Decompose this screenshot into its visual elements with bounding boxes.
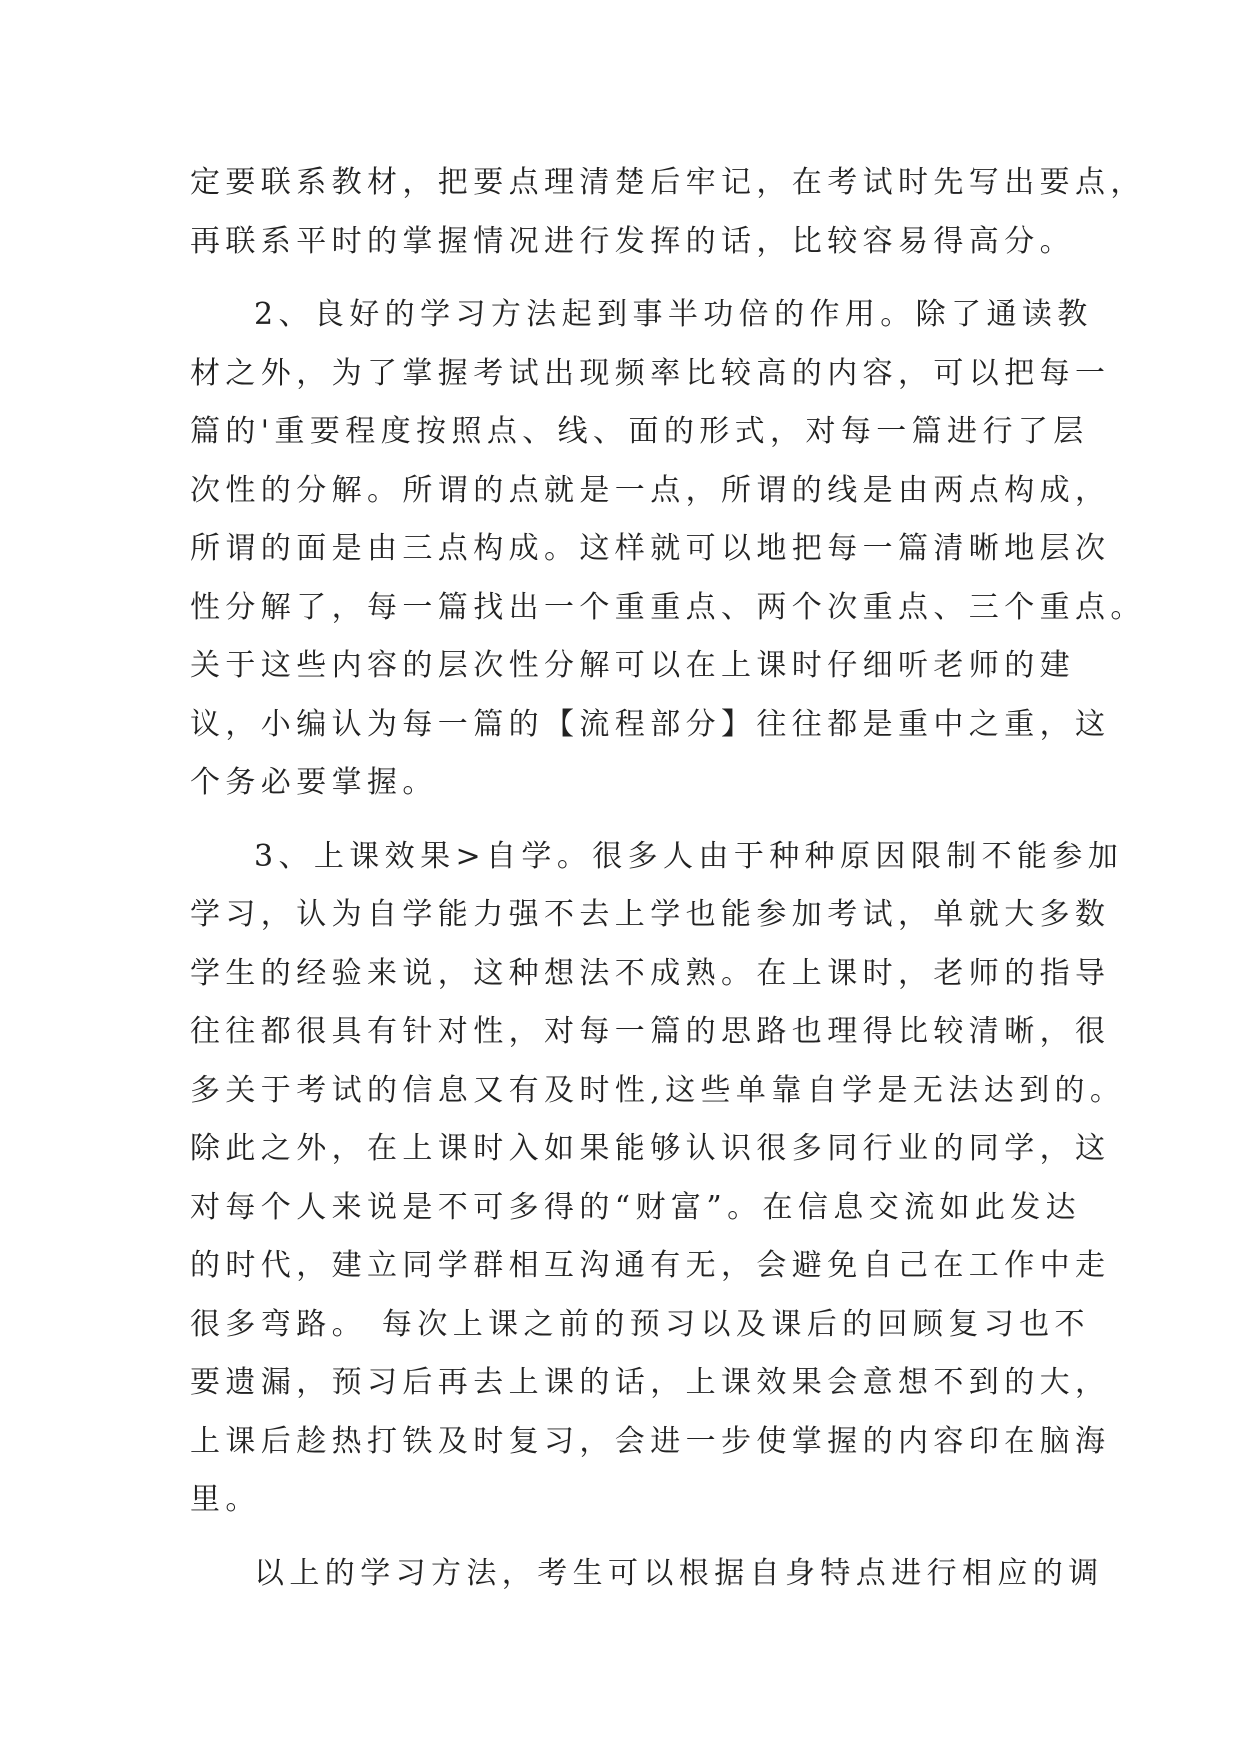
text-line: 对每个人来说是不可多得的“财富”。在信息交流如此发达 [190, 1189, 1082, 1225]
text-line: 很多弯路。 每次上课之前的预习以及课后的回顾复习也不 [190, 1306, 1090, 1342]
text-line: 里。 [190, 1482, 261, 1517]
text-line: 议，小编认为每一篇的【流程部分】往往都是重中之重，这 [190, 706, 1111, 742]
text-line: 定要联系教材，把要点理清楚后牢记，在考试时先写出要点， [190, 165, 1146, 200]
paragraph-start-line: 以上的学习方法，考生可以根据自身特点进行相应的调 [254, 1555, 1104, 1591]
text-line: 上课后趁热打铁及时复习，会进一步使掌握的内容印在脑海 [190, 1423, 1111, 1459]
document-body [190, 154, 1146, 1603]
text-line: 篇的'重要程度按照点、线、面的形式，对每一篇进行了层 [190, 414, 1089, 449]
text-line: 多关于考试的信息又有及时性,这些单靠自学是无法达到的。 [190, 1072, 1126, 1108]
text-line: 次性的分解。所谓的点就是一点，所谓的线是由两点构成， [190, 472, 1111, 508]
text-line: 所谓的面是由三点构成。这样就可以地把每一篇清晰地层次 [190, 531, 1111, 566]
text-line: 个务必要掌握。 [190, 765, 438, 800]
text-line: 往往都很具有针对性，对每一篇的思路也理得比较清晰，很 [190, 1014, 1111, 1049]
paragraph-start-line: 3、上课效果>自学。很多人由于种种原因限制不能参加 [254, 838, 1124, 874]
text-line: 学生的经验来说，这种想法不成熟。在上课时，老师的指导 [190, 955, 1111, 991]
text-line: 性分解了，每一篇找出一个重重点、两个次重点、三个重点。 [190, 589, 1146, 625]
text-line: 除此之外，在上课时入如果能够认识很多同行业的同学，这 [190, 1131, 1111, 1166]
paragraph-gap [190, 271, 1050, 286]
text-line: 关于这些内容的层次性分解可以在上课时仔细听老师的建 [190, 648, 1075, 683]
paragraph-gap [190, 813, 1050, 828]
text-line: 再联系平时的掌握情况进行发挥的话，比较容易得高分。 [190, 223, 1075, 259]
text-line: 的时代，建立同学群相互沟通有无，会避免自己在工作中走 [190, 1248, 1111, 1283]
text-line: 要遗漏，预习后再去上课的话，上课效果会意想不到的大， [190, 1365, 1111, 1400]
paragraph-gap [190, 1530, 1050, 1545]
text-line: 材之外，为了掌握考试出现频率比较高的内容，可以把每一 [190, 355, 1111, 391]
paragraph-start-line: 2、良好的学习方法起到事半功倍的作用。除了通读教 [254, 297, 1093, 332]
text-line: 学习，认为自学能力强不去上学也能参加考试，单就大多数 [190, 897, 1111, 932]
